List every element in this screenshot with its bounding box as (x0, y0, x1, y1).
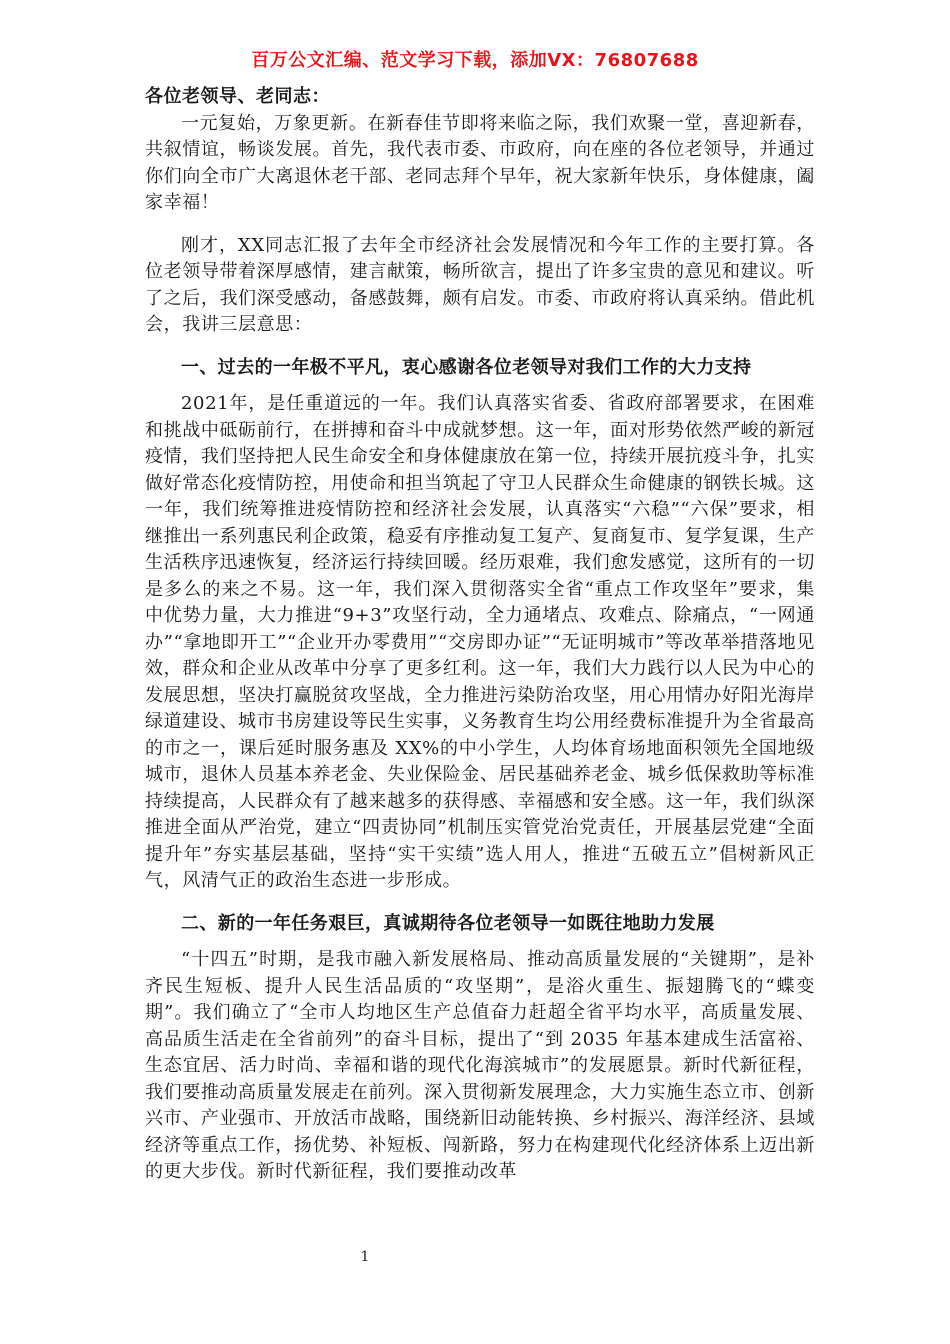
paragraph-opening: 一元复始，万象更新。在新春佳节即将来临之际，我们欢聚一堂，喜迎新春，共叙情谊，畅谈发展。首先，我代表市委、市政府，向在座的各位老领导，并通过你们向全市广大离退休老干部、老同志拜个早年，祝大家新年快乐，身体健康，阖家幸福！ (145, 112, 815, 213)
section-heading-2: 二、新的一年任务艰巨，真诚期待各位老领导一如既往地助力发展 (181, 912, 715, 934)
paragraph-report: 刚才，XX同志汇报了去年全市经济社会发展情况和今年工作的主要打算。各位老领导带着深厚感情，建言献策，畅所欲言，提出了许多宝贵的意见和建议。听了之后，我们深受感动，备感鼓舞，颇有启发。市委、市政府将认真采纳。借此机会，我讲三层意思： (145, 234, 815, 335)
promo-banner: 百万公文汇编、范文学习下载，添加VX：76807688 (251, 50, 699, 71)
paragraph-fourteenth-plan: “十四五”时期，是我市融入新发展格局、推动高质量发展的“关键期”，是补齐民生短板、提升人民生活品质的“攻坚期”，是浴火重生、振翅腾飞的“蝶变期”。我们确立了“全市人均地区生产总值奋力赶超全省平均水平，高质量发展、高品质生活走在全省前列”的奋斗目标，提出了“到 2035 年基本建成生活富裕、生态宜居、活力时尚、幸福和谐的现代化海滨城市”的发展愿景。新时代新征程，我们要推动高质量发展走在前列。深入贯彻新发展理念，大力实施生态立市、创新兴市、产业强市、开放活市战略，围绕新旧动能转换、乡村振兴、海洋经济、县域经济等重点工作，扬优势、补短板、闯新路，努力在构建现代化经济体系上迈出新的更大步伐。新时代新征程，我们要推动改革 (145, 949, 815, 1182)
salutation: 各位老领导、老同志： (145, 86, 330, 107)
page-number: 1 (360, 1249, 370, 1265)
document-body (145, 84, 815, 1186)
section-heading-1: 一、过去的一年极不平凡，衷心感谢各位老领导对我们工作的大力支持 (181, 356, 752, 378)
paragraph-review-2021: 2021年，是任重道远的一年。我们认真落实省委、省政府部署要求，在困难和挑战中砥砺前行，在拼搏和奋斗中成就梦想。这一年，面对形势依然严峻的新冠疫情，我们坚持把人民生命安全和身体健康放在第一位，持续开展抗疫斗争，扎实做好常态化疫情防控，用使命和担当筑起了守卫人民群众生命健康的钢铁长城。这一年，我们统筹推进疫情防控和经济社会发展，认真落实“六稳”“六保”要求，相继推出一系列惠民利企政策，稳妥有序推动复工复产、复商复市、复学复课，生产生活秩序迅速恢复，经济运行持续回暖。经历艰难，我们愈发感觉，这所有的一切是多么的来之不易。这一年，我们深入贯彻落实全省“重点工作攻坚年”要求，集中优势力量，大力推进“9+3”攻坚行动，全力通堵点、攻难点、除痛点，“一网通办”“拿地即开工”“企业开办零费用”“交房即办证”“无证明城市”等改革举措落地见效，群众和企业从改革中分享了更多红利。这一年，我们大力践行以人民为中心的发展思想，坚决打赢脱贫攻坚战，全力推进污染防治攻坚，用心用情办好阳光海岸绿道建设、城市书房建设等民生实事，义务教育生均公用经费标准提升为全省最高的市之一，课后延时服务惠及 XX%的中小学生，人均体育场地面积领先全国地级城市，退休人员基本养老金、失业保险金、居民基础养老金、城乡低保救助等标准持续提高，人民群众有了越来越多的获得感、幸福感和安全感。这一年，我们纵深推进全面从严治党，建立“四责协同”机制压实管党治党责任，开展基层党建“全面提升年”夯实基层基础，坚持“实干实绩”选人用人，推进“五破五立”倡树新风正气，风清气正的政治生态进一步形成。 (145, 393, 815, 891)
